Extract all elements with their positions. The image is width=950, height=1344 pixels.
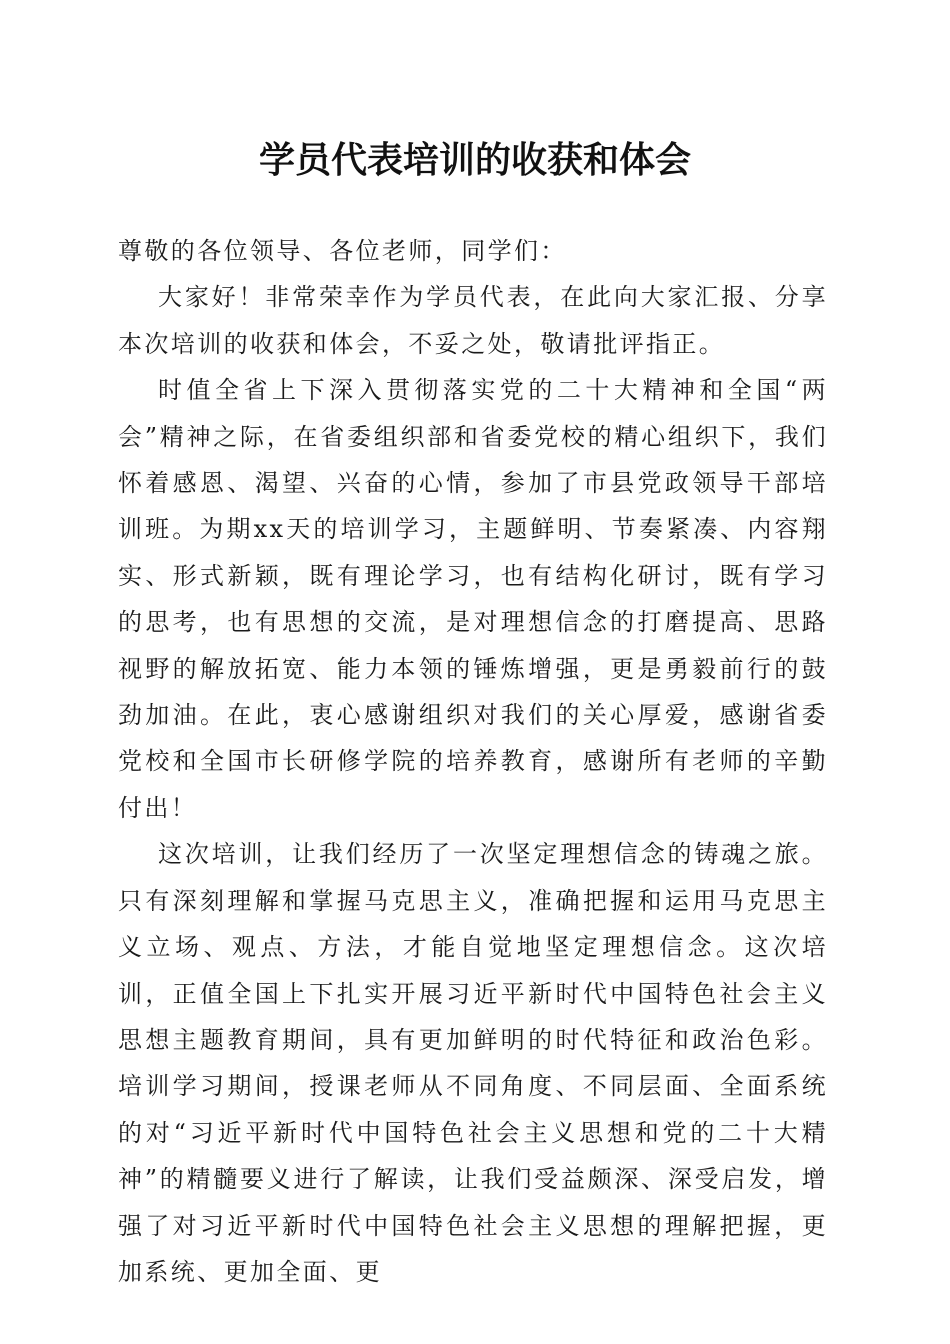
paragraph-background: 时值全省上下深入贯彻落实党的二十大精神和全国“两会”精神之际，在省委组织部和省委党校的精心组织下，我们怀着感恩、渴望、兴奋的心情，参加了市县党政领导干部培训班。为期xx天的培训学习，主题鲜明、节奏紧凑、内容翔实、形式新颖，既有理论学习，也有结构化研讨，既有学习的思考，也有思想的交流，是对理想信念的打磨提高、思路视野的解放拓宽、能力本领的锤炼增强，更是勇毅前行的鼓劲加油。在此，衷心感谢组织对我们的关心厚爱，感谢省委党校和全国市长研修学院的培养教育，感谢所有老师的辛勤付出！ (118, 376, 828, 822)
salutation: 尊敬的各位领导、各位老师，同学们： (118, 237, 567, 265)
paragraph-opening: 大家好！非常荣幸作为学员代表，在此向大家汇报、分享本次培训的收获和体会，不妥之处，敬请批评指正。 (118, 283, 828, 358)
document-title: 学员代表培训的收获和体会 (258, 139, 691, 181)
paragraph-training-reflection: 这次培训，让我们经历了一次坚定理想信念的铸魂之旅。只有深刻理解和掌握马克思主义，准确把握和运用马克思主义立场、观点、方法，才能自觉地坚定理想信念。这次培训，正值全国上下扎实开展习近平新时代中国特色社会主义思想主题教育期间，具有更加鲜明的时代特征和政治色彩。培训学习期间，授课老师从不同角度、不同层面、全面系统的对“习近平新时代中国特色社会主义思想和党的二十大精神”的精髓要义进行了解读，让我们受益颇深、深受启发，增强了对习近平新时代中国特色社会主义思想的理解把握，更加系统、更加全面、更 (118, 840, 828, 1286)
document-body (118, 228, 828, 1295)
